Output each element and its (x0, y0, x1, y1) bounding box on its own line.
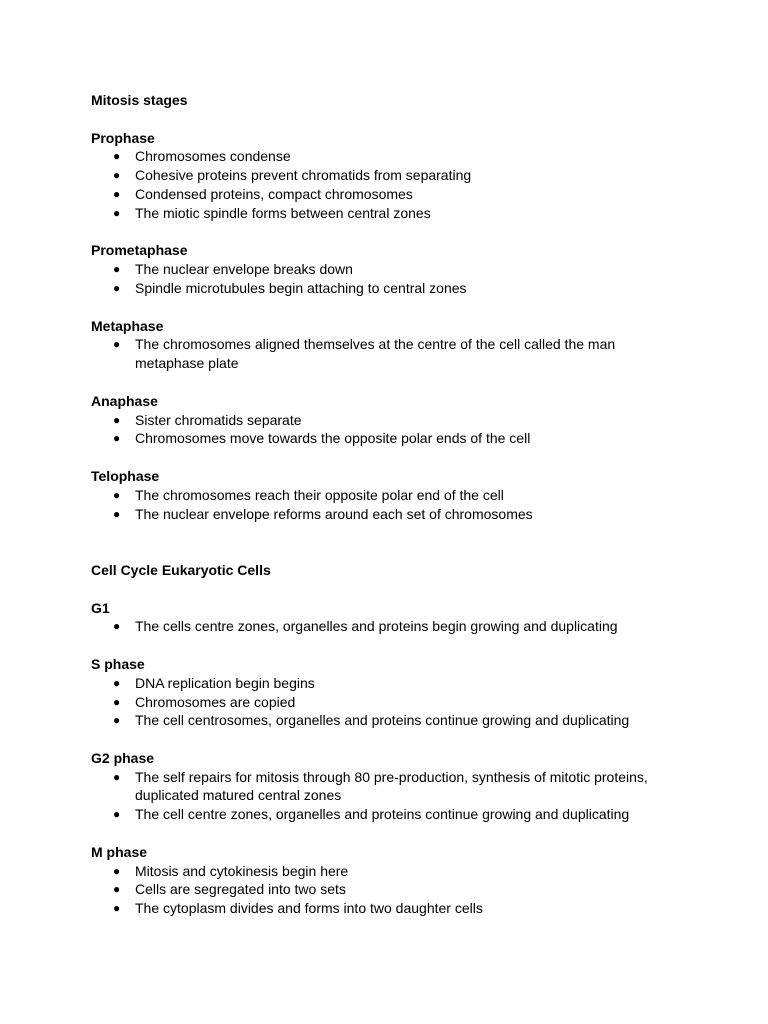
list-item: ● Spindle microtubules begin attaching to central zones (113, 279, 467, 296)
list-item: ● The miotic spindle forms between central zones (113, 204, 431, 221)
bullet-list-telophase (91, 486, 768, 524)
spacer (91, 110, 768, 129)
bullet-icon: ● (113, 487, 121, 502)
list-item: ● The nuclear envelope breaks down (113, 261, 353, 278)
list-item: ● Cells are segregated into two sets (113, 881, 346, 898)
section-heading-prophase: Prophase (91, 129, 155, 146)
list-item: ● Cohesive proteins prevent chromatids from separating (113, 167, 472, 184)
bullet-icon: ● (113, 619, 121, 634)
bullet-icon: ● (113, 863, 121, 878)
list-item: ● Condensed proteins, compact chromosomes (113, 185, 413, 202)
section-heading-metaphase: Metaphase (91, 317, 164, 334)
bullet-list-metaphase (91, 335, 768, 373)
bullet-icon: ● (113, 337, 121, 352)
bullet-icon: ● (113, 807, 121, 822)
section-heading-s-phase: S phase (91, 655, 145, 672)
spacer (91, 298, 768, 317)
bullet-icon: ● (113, 431, 121, 446)
section-heading-m-phase: M phase (91, 843, 148, 860)
bullet-icon: ● (113, 694, 121, 709)
section-heading-anaphase: Anaphase (91, 392, 158, 409)
spacer (91, 373, 768, 392)
section-heading-telophase: Telophase (91, 467, 160, 484)
bullet-icon: ● (113, 882, 121, 897)
bullet-icon: ● (113, 713, 121, 728)
bullet-list-g1 (91, 617, 768, 636)
section-heading-g2-phase: G2 phase (91, 749, 155, 766)
bullet-list-m-phase (91, 862, 768, 918)
list-item: ● The cell centre zones, organelles and proteins continue growing and duplicating (113, 806, 630, 823)
list-item: ● Chromosomes condense (113, 148, 291, 165)
spacer (91, 730, 768, 749)
list-item: ● Chromosomes move towards the opposite polar ends of the cell (113, 430, 531, 447)
bullet-icon: ● (113, 186, 121, 201)
bullet-list-s-phase (91, 674, 768, 730)
spacer (91, 223, 768, 242)
list-item: ● The cells centre zones, organelles and proteins begin growing and duplicating (113, 618, 618, 635)
spacer (91, 580, 768, 599)
list-item: ● The chromosomes reach their opposite polar end of the cell (113, 486, 504, 503)
bullet-icon: ● (113, 262, 121, 277)
section-title-cell-cycle: Cell Cycle Eukaryotic Cells (91, 561, 271, 578)
bullet-list-prometaphase (91, 260, 768, 298)
bullet-icon: ● (113, 675, 121, 690)
spacer (91, 636, 768, 655)
document-title: Mitosis stages (91, 92, 188, 108)
list-item: ● The self repairs for mitosis through 80 pre-production, synthesis of mitotic proteins, duplicated matured central zones (113, 768, 648, 804)
bullet-icon: ● (113, 280, 121, 295)
bullet-icon: ● (113, 506, 121, 521)
list-item: ● Mitosis and cytokinesis begin here (113, 862, 349, 879)
spacer (91, 824, 768, 843)
bullet-icon: ● (113, 769, 121, 784)
list-item: ● The cytoplasm divides and forms into two daughter cells (113, 900, 483, 917)
bullet-icon: ● (113, 901, 121, 916)
spacer (91, 523, 768, 561)
list-item: ● DNA replication begin begins (113, 674, 315, 691)
spacer (91, 448, 768, 467)
bullet-icon: ● (113, 168, 121, 183)
bullet-icon: ● (113, 205, 121, 220)
list-item: ● Chromosomes are copied (113, 693, 296, 710)
list-item: ● Sister chromatids separate (113, 411, 302, 428)
bullet-list-g2-phase (91, 768, 768, 824)
list-item: ● The chromosomes aligned themselves at the centre of the cell called the man metaphase plate (113, 336, 616, 372)
bullet-list-prophase (91, 147, 768, 222)
section-heading-prometaphase: Prometaphase (91, 242, 188, 259)
list-item: ● The nuclear envelope reforms around each set of chromosomes (113, 505, 533, 522)
section-heading-g1: G1 (91, 599, 110, 616)
bullet-list-anaphase (91, 411, 768, 449)
list-item: ● The cell centrosomes, organelles and proteins continue growing and duplicating (113, 712, 630, 729)
bullet-icon: ● (113, 412, 121, 427)
bullet-icon: ● (113, 149, 121, 164)
